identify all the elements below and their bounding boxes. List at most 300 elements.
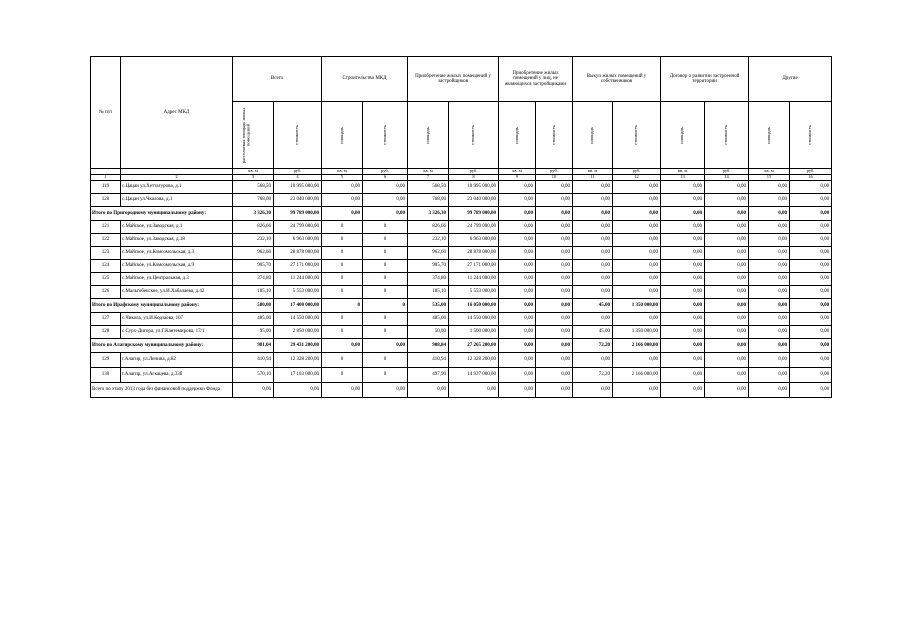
value-cell: 0 bbox=[363, 273, 408, 286]
value-cell: 0,00 bbox=[790, 207, 832, 221]
value-cell: 24 799 000,00 bbox=[449, 221, 499, 234]
value-cell: 0,00 bbox=[705, 299, 749, 313]
value-cell: 0 bbox=[363, 221, 408, 234]
value-cell: 0,00 bbox=[536, 194, 573, 207]
value-cell: 0 bbox=[322, 260, 363, 273]
value-cell: 826,66 bbox=[408, 221, 449, 234]
value-cell: 14 550 000,00 bbox=[449, 313, 499, 326]
value-cell: 232,10 bbox=[408, 234, 449, 247]
row-number: 125 bbox=[91, 273, 121, 286]
subtotal-row bbox=[91, 339, 832, 353]
column-number-cell: 3 bbox=[233, 175, 274, 181]
value-cell: 0,00 bbox=[536, 234, 573, 247]
value-cell: 0,00 bbox=[749, 286, 790, 299]
subheader-cost: стоимость bbox=[274, 102, 322, 169]
value-cell: 0,00 bbox=[613, 181, 661, 194]
unit-cell: руб. bbox=[363, 169, 408, 175]
value-cell: 99 789 000,00 bbox=[274, 207, 322, 221]
value-cell: 50,00 bbox=[408, 326, 449, 339]
value-cell: 95,00 bbox=[233, 326, 274, 339]
value-cell: 2 850 000,00 bbox=[274, 326, 322, 339]
value-cell: 0,00 bbox=[790, 194, 832, 207]
value-cell: 23 040 000,00 bbox=[274, 194, 322, 207]
value-cell: 0,00 bbox=[499, 368, 536, 383]
value-cell: 0,00 bbox=[661, 326, 705, 339]
value-cell: 0,00 bbox=[322, 207, 363, 221]
value-cell: 0,00 bbox=[705, 207, 749, 221]
value-cell: 0,00 bbox=[613, 260, 661, 273]
value-cell: 0,00 bbox=[536, 273, 573, 286]
value-cell: 0,00 bbox=[790, 383, 832, 398]
value-cell: 0 bbox=[363, 353, 408, 368]
value-cell: 0,00 bbox=[661, 221, 705, 234]
value-cell: 0,00 bbox=[363, 181, 408, 194]
value-cell: 0,00 bbox=[661, 339, 705, 353]
unit-cell: руб. bbox=[705, 169, 749, 175]
subheader-area: площадь bbox=[408, 102, 449, 169]
value-cell: 0,00 bbox=[573, 273, 613, 286]
row-address: с.Майское, ул.Комсомольская, д.9 bbox=[121, 260, 233, 273]
subheader-cost: стоимость bbox=[363, 102, 408, 169]
value-cell: 1 500 000,00 bbox=[449, 326, 499, 339]
value-cell: 12 328 200,00 bbox=[274, 353, 322, 368]
row-number: 123 bbox=[91, 247, 121, 260]
value-cell: 2 166 000,00 bbox=[613, 368, 661, 383]
value-cell: 0,00 bbox=[705, 273, 749, 286]
value-cell: 568,50 bbox=[408, 181, 449, 194]
value-cell: 0,00 bbox=[749, 313, 790, 326]
value-cell: 908,84 bbox=[408, 339, 449, 353]
value-cell: 29 431 200,00 bbox=[274, 339, 322, 353]
value-cell: 568,50 bbox=[233, 181, 274, 194]
column-number-cell: 6 bbox=[363, 175, 408, 181]
value-cell: 0,00 bbox=[749, 181, 790, 194]
value-cell: 3 326,30 bbox=[233, 207, 274, 221]
row-address: с.Чикола, ул.И.Кодзаева, 107 bbox=[121, 313, 233, 326]
value-cell: 0,00 bbox=[661, 383, 705, 398]
value-cell: 0,00 bbox=[363, 383, 408, 398]
row-address: с.Мальгобекское, ул.И.Хабалаева, д.42 bbox=[121, 286, 233, 299]
value-cell: 0,00 bbox=[705, 234, 749, 247]
value-cell: 23 040 000,00 bbox=[449, 194, 499, 207]
value-cell: 0,00 bbox=[661, 247, 705, 260]
header-purchase-developers: Приобретение жилых помещений у застройщиков bbox=[408, 57, 499, 102]
value-cell: 0 bbox=[363, 299, 408, 313]
value-cell: 17 400 000,00 bbox=[274, 299, 322, 313]
value-cell: 232,10 bbox=[233, 234, 274, 247]
value-cell: 0,00 bbox=[573, 260, 613, 273]
row-number: 120 bbox=[91, 194, 121, 207]
row-address: с.Майское, ул.Комсомольская, д.3 bbox=[121, 247, 233, 260]
value-cell: 0 bbox=[363, 260, 408, 273]
value-cell: 0 bbox=[322, 368, 363, 383]
value-cell: 905,70 bbox=[408, 260, 449, 273]
grand-total-row bbox=[91, 383, 832, 398]
unit-cell: кв. м bbox=[499, 169, 536, 175]
table-row bbox=[91, 194, 832, 207]
subheader-vacated-area: расселяемая площадь жилых помещений bbox=[233, 102, 274, 169]
value-cell: 0,00 bbox=[536, 247, 573, 260]
value-cell: 410,94 bbox=[408, 353, 449, 368]
value-cell: 0,00 bbox=[749, 194, 790, 207]
value-cell: 0 bbox=[322, 273, 363, 286]
row-address: с.Цацан ул.Хеттагурова, д.1 bbox=[121, 181, 233, 194]
value-cell: 0,00 bbox=[705, 181, 749, 194]
row-label: Всего по этапу 2013 года без финансовой поддержки Фонда bbox=[91, 383, 233, 398]
value-cell: 45,00 bbox=[573, 326, 613, 339]
value-cell: 0,00 bbox=[790, 368, 832, 383]
value-cell: 0,00 bbox=[790, 234, 832, 247]
value-cell: 0,00 bbox=[661, 260, 705, 273]
value-cell: 0,00 bbox=[536, 339, 573, 353]
value-cell: 0,00 bbox=[499, 286, 536, 299]
table-row bbox=[91, 368, 832, 383]
value-cell: 0,00 bbox=[499, 339, 536, 353]
value-cell: 14 550 000,00 bbox=[274, 313, 322, 326]
value-cell: 1 350 000,00 bbox=[613, 299, 661, 313]
value-cell: 17 103 000,00 bbox=[274, 368, 322, 383]
value-cell: 0,00 bbox=[573, 286, 613, 299]
value-cell: 0 bbox=[322, 221, 363, 234]
subheader-area: площадь bbox=[322, 102, 363, 169]
table-row bbox=[91, 221, 832, 234]
value-cell: 0,00 bbox=[499, 207, 536, 221]
value-cell: 0,00 bbox=[613, 234, 661, 247]
value-cell: 0,00 bbox=[613, 207, 661, 221]
value-cell: 0,00 bbox=[749, 353, 790, 368]
value-cell: 45,00 bbox=[573, 299, 613, 313]
row-label: Итого по Пригородному муниципальному району: bbox=[91, 207, 233, 221]
value-cell: 0 bbox=[322, 313, 363, 326]
column-number-cell: 12 bbox=[613, 175, 661, 181]
value-cell: 185,10 bbox=[408, 286, 449, 299]
value-cell: 497,90 bbox=[408, 368, 449, 383]
resettlement-table bbox=[90, 56, 832, 398]
value-cell: 11 244 000,00 bbox=[449, 273, 499, 286]
value-cell: 0,00 bbox=[661, 368, 705, 383]
value-cell: 0,00 bbox=[499, 221, 536, 234]
value-cell: 0,00 bbox=[790, 221, 832, 234]
value-cell: 0 bbox=[322, 286, 363, 299]
subheader-cost: стоимость bbox=[613, 102, 661, 169]
unit-cell: руб. bbox=[790, 169, 832, 175]
value-cell: 0,00 bbox=[499, 247, 536, 260]
value-cell: 0,00 bbox=[613, 286, 661, 299]
value-cell: 570,10 bbox=[233, 368, 274, 383]
column-number-cell: 8 bbox=[449, 175, 499, 181]
header-purchase-non-developers: Приобретение жилых помещений у лиц, не являющихся застройщиками bbox=[499, 57, 573, 102]
value-cell: 0,00 bbox=[573, 353, 613, 368]
value-cell: 0,00 bbox=[749, 383, 790, 398]
value-cell: 0,00 bbox=[499, 273, 536, 286]
value-cell: 0 bbox=[322, 326, 363, 339]
value-cell: 0,00 bbox=[705, 353, 749, 368]
unit-cell: руб. bbox=[449, 169, 499, 175]
column-number-cell: 16 bbox=[790, 175, 832, 181]
value-cell: 0,00 bbox=[536, 207, 573, 221]
value-cell: 0,00 bbox=[661, 194, 705, 207]
row-number: 121 bbox=[91, 221, 121, 234]
row-number: 124 bbox=[91, 260, 121, 273]
subheader-area: площадь bbox=[499, 102, 536, 169]
value-cell: 0,00 bbox=[790, 339, 832, 353]
value-cell: 10 995 000,00 bbox=[449, 181, 499, 194]
value-cell: 0,00 bbox=[749, 260, 790, 273]
value-cell: 0,00 bbox=[499, 299, 536, 313]
value-cell: 6 963 000,00 bbox=[449, 234, 499, 247]
value-cell: 962,60 bbox=[233, 247, 274, 260]
value-cell: 0,00 bbox=[661, 181, 705, 194]
value-cell: 28 878 000,00 bbox=[449, 247, 499, 260]
table-row bbox=[91, 247, 832, 260]
column-number-cell: 9 bbox=[499, 175, 536, 181]
value-cell: 0,00 bbox=[573, 181, 613, 194]
value-cell: 0,00 bbox=[274, 383, 322, 398]
value-cell: 0,00 bbox=[705, 368, 749, 383]
value-cell: 0,00 bbox=[613, 273, 661, 286]
value-cell: 0,00 bbox=[536, 286, 573, 299]
value-cell: 0,00 bbox=[749, 326, 790, 339]
unit-cell: руб. bbox=[274, 169, 322, 175]
value-cell: 0,00 bbox=[661, 234, 705, 247]
value-cell: 6 963 000,00 bbox=[274, 234, 322, 247]
value-cell: 0,00 bbox=[536, 221, 573, 234]
value-cell: 0,00 bbox=[536, 260, 573, 273]
value-cell: 0,00 bbox=[499, 260, 536, 273]
value-cell: 0,00 bbox=[499, 353, 536, 368]
value-cell: 1 350 000,00 bbox=[613, 326, 661, 339]
value-cell: 0,00 bbox=[449, 383, 499, 398]
value-cell: 374,80 bbox=[408, 273, 449, 286]
value-cell: 0,00 bbox=[536, 299, 573, 313]
value-cell: 0,00 bbox=[790, 286, 832, 299]
value-cell: 0,00 bbox=[499, 383, 536, 398]
value-cell: 374,80 bbox=[233, 273, 274, 286]
value-cell: 27 171 000,00 bbox=[449, 260, 499, 273]
value-cell: 0,00 bbox=[573, 313, 613, 326]
value-cell: 0,00 bbox=[661, 207, 705, 221]
value-cell: 0,00 bbox=[536, 368, 573, 383]
unit-cell: кв. м bbox=[233, 169, 274, 175]
row-number: 127 bbox=[91, 313, 121, 326]
subtotal-row bbox=[91, 299, 832, 313]
row-number: 128 bbox=[91, 326, 121, 339]
value-cell: 14 937 000,00 bbox=[449, 368, 499, 383]
value-cell: 0,00 bbox=[749, 368, 790, 383]
value-cell: 185,10 bbox=[233, 286, 274, 299]
row-number: 126 bbox=[91, 286, 121, 299]
subheader-cost: стоимость bbox=[705, 102, 749, 169]
value-cell: 5 553 000,00 bbox=[274, 286, 322, 299]
row-number: 122 bbox=[91, 234, 121, 247]
value-cell: 0,00 bbox=[705, 313, 749, 326]
value-cell: 0 bbox=[363, 234, 408, 247]
subheader-cost: стоимость bbox=[449, 102, 499, 169]
value-cell: 962,60 bbox=[408, 247, 449, 260]
row-label: Итого по Алагирскому муниципальному району: bbox=[91, 339, 233, 353]
row-address: г.Алагир, ул.Агкацева, д.33б bbox=[121, 368, 233, 383]
value-cell: 27 171 000,00 bbox=[274, 260, 322, 273]
value-cell: 0,00 bbox=[705, 383, 749, 398]
table-row bbox=[91, 181, 832, 194]
value-cell: 0,00 bbox=[573, 234, 613, 247]
subheader-area: площадь bbox=[573, 102, 613, 169]
column-number-cell: 11 bbox=[573, 175, 613, 181]
header-address: Адрес МКД bbox=[121, 57, 233, 169]
unit-cell: кв. м bbox=[573, 169, 613, 175]
value-cell: 16 050 000,00 bbox=[449, 299, 499, 313]
value-cell: 3 326,30 bbox=[408, 207, 449, 221]
value-cell: 0,00 bbox=[749, 207, 790, 221]
value-cell: 0 bbox=[363, 247, 408, 260]
unit-cell: кв. м bbox=[749, 169, 790, 175]
header-total: Всего bbox=[233, 57, 322, 102]
value-cell: 0,00 bbox=[661, 273, 705, 286]
column-number-cell: 7 bbox=[408, 175, 449, 181]
value-cell: 0,00 bbox=[499, 181, 536, 194]
value-cell: 0,00 bbox=[573, 194, 613, 207]
header-other: Другие bbox=[749, 57, 832, 102]
value-cell: 410,94 bbox=[233, 353, 274, 368]
value-cell: 580,00 bbox=[233, 299, 274, 313]
value-cell: 0,00 bbox=[499, 234, 536, 247]
value-cell: 0,00 bbox=[408, 383, 449, 398]
value-cell: 0 bbox=[363, 368, 408, 383]
value-cell: 28 878 000,00 bbox=[274, 247, 322, 260]
value-cell: 0,00 bbox=[661, 299, 705, 313]
subtotal-row bbox=[91, 207, 832, 221]
value-cell: 0,00 bbox=[749, 299, 790, 313]
value-cell: 0,00 bbox=[363, 207, 408, 221]
value-cell: 535,00 bbox=[408, 299, 449, 313]
value-cell: 99 789 000,00 bbox=[449, 207, 499, 221]
value-cell: 0,00 bbox=[790, 181, 832, 194]
table-row bbox=[91, 234, 832, 247]
value-cell: 0 bbox=[322, 299, 363, 313]
value-cell: 0 bbox=[322, 247, 363, 260]
subheader-cost: стоимость bbox=[536, 102, 573, 169]
value-cell: 0,00 bbox=[613, 313, 661, 326]
value-cell: 0,00 bbox=[613, 247, 661, 260]
row-address: с.Майское, ул.Центральная, д.3 bbox=[121, 273, 233, 286]
value-cell: 0,00 bbox=[749, 221, 790, 234]
value-cell: 0,00 bbox=[233, 383, 274, 398]
value-cell: 0,00 bbox=[613, 221, 661, 234]
header-row-number: № п/п bbox=[91, 57, 121, 169]
value-cell: 0,00 bbox=[573, 207, 613, 221]
value-cell: 0,00 bbox=[573, 221, 613, 234]
value-cell: 0,00 bbox=[790, 353, 832, 368]
value-cell: 0,00 bbox=[536, 383, 573, 398]
row-address: с.Сурх-Дигора, ул.Г.Кантемирова, 17/1 bbox=[121, 326, 233, 339]
value-cell: 0,00 bbox=[363, 339, 408, 353]
value-cell: 0,00 bbox=[790, 260, 832, 273]
value-cell: 0,00 bbox=[790, 313, 832, 326]
unit-cell: кв. м bbox=[661, 169, 705, 175]
value-cell: 0,00 bbox=[661, 286, 705, 299]
value-cell: 0,00 bbox=[790, 299, 832, 313]
value-cell: 0,00 bbox=[573, 247, 613, 260]
column-number-cell: 4 bbox=[274, 175, 322, 181]
value-cell: 2 166 000,00 bbox=[613, 339, 661, 353]
table-row bbox=[91, 313, 832, 326]
value-cell: 0,00 bbox=[790, 247, 832, 260]
value-cell: 0,00 bbox=[705, 260, 749, 273]
value-cell: 0,00 bbox=[536, 326, 573, 339]
value-cell: 0,00 bbox=[613, 353, 661, 368]
table-row bbox=[91, 273, 832, 286]
header-construction: Строительство МКД bbox=[322, 57, 408, 102]
subheader-area: площадь bbox=[661, 102, 705, 169]
unit-cell: руб. bbox=[613, 169, 661, 175]
value-cell: 0,00 bbox=[322, 339, 363, 353]
value-cell: 0 bbox=[363, 326, 408, 339]
value-cell: 0 bbox=[322, 234, 363, 247]
column-number-cell: 10 bbox=[536, 175, 573, 181]
value-cell: 0,00 bbox=[499, 194, 536, 207]
value-cell: 0,00 bbox=[790, 326, 832, 339]
row-number: 119 bbox=[91, 181, 121, 194]
value-cell: 0,00 bbox=[705, 339, 749, 353]
value-cell: 768,00 bbox=[233, 194, 274, 207]
value-cell: 0,00 bbox=[573, 383, 613, 398]
subheader-cost: стоимость bbox=[790, 102, 832, 169]
row-number: 129 bbox=[91, 353, 121, 368]
value-cell: 24 799 000,00 bbox=[274, 221, 322, 234]
row-address: с.Цацан ул.Чкалова, д.1 bbox=[121, 194, 233, 207]
value-cell: 0,00 bbox=[613, 383, 661, 398]
value-cell: 0 bbox=[363, 313, 408, 326]
header-buyout-owners: Выкуп жилых помещений у собственников bbox=[573, 57, 661, 102]
column-number-cell: 1 bbox=[91, 175, 121, 181]
value-cell: 768,00 bbox=[408, 194, 449, 207]
value-cell: 72,20 bbox=[573, 368, 613, 383]
table-row bbox=[91, 326, 832, 339]
value-cell: 0,00 bbox=[363, 194, 408, 207]
value-cell: 0,00 bbox=[705, 247, 749, 260]
value-cell: 0,00 bbox=[790, 273, 832, 286]
value-cell: 0,00 bbox=[613, 194, 661, 207]
value-cell: 485,00 bbox=[408, 313, 449, 326]
table-row bbox=[91, 260, 832, 273]
table-row bbox=[91, 286, 832, 299]
row-number: 130 bbox=[91, 368, 121, 383]
row-address: с.Майское, ул.Заводская, д.1 bbox=[121, 221, 233, 234]
value-cell: 0,00 bbox=[705, 286, 749, 299]
value-cell: 12 328 200,00 bbox=[449, 353, 499, 368]
value-cell: 0,00 bbox=[705, 326, 749, 339]
document-page bbox=[90, 56, 830, 398]
value-cell: 0,00 bbox=[499, 313, 536, 326]
column-number-cell: 15 bbox=[749, 175, 790, 181]
value-cell: 0,00 bbox=[661, 353, 705, 368]
subheader-area: площадь bbox=[749, 102, 790, 169]
column-number-cell: 13 bbox=[661, 175, 705, 181]
column-number-cell: 2 bbox=[121, 175, 233, 181]
row-label: Итого по Ирафскому муниципальному району: bbox=[91, 299, 233, 313]
value-cell: 27 265 200,00 bbox=[449, 339, 499, 353]
column-number-cell: 5 bbox=[322, 175, 363, 181]
value-cell: 0,00 bbox=[322, 194, 363, 207]
value-cell: 72,20 bbox=[573, 339, 613, 353]
value-cell: 0,00 bbox=[536, 353, 573, 368]
value-cell: 10 995 000,00 bbox=[274, 181, 322, 194]
value-cell: 905,70 bbox=[233, 260, 274, 273]
value-cell: 0,00 bbox=[322, 181, 363, 194]
value-cell: 5 553 000,00 bbox=[449, 286, 499, 299]
value-cell: 0,00 bbox=[749, 273, 790, 286]
unit-cell: кв. м bbox=[408, 169, 449, 175]
